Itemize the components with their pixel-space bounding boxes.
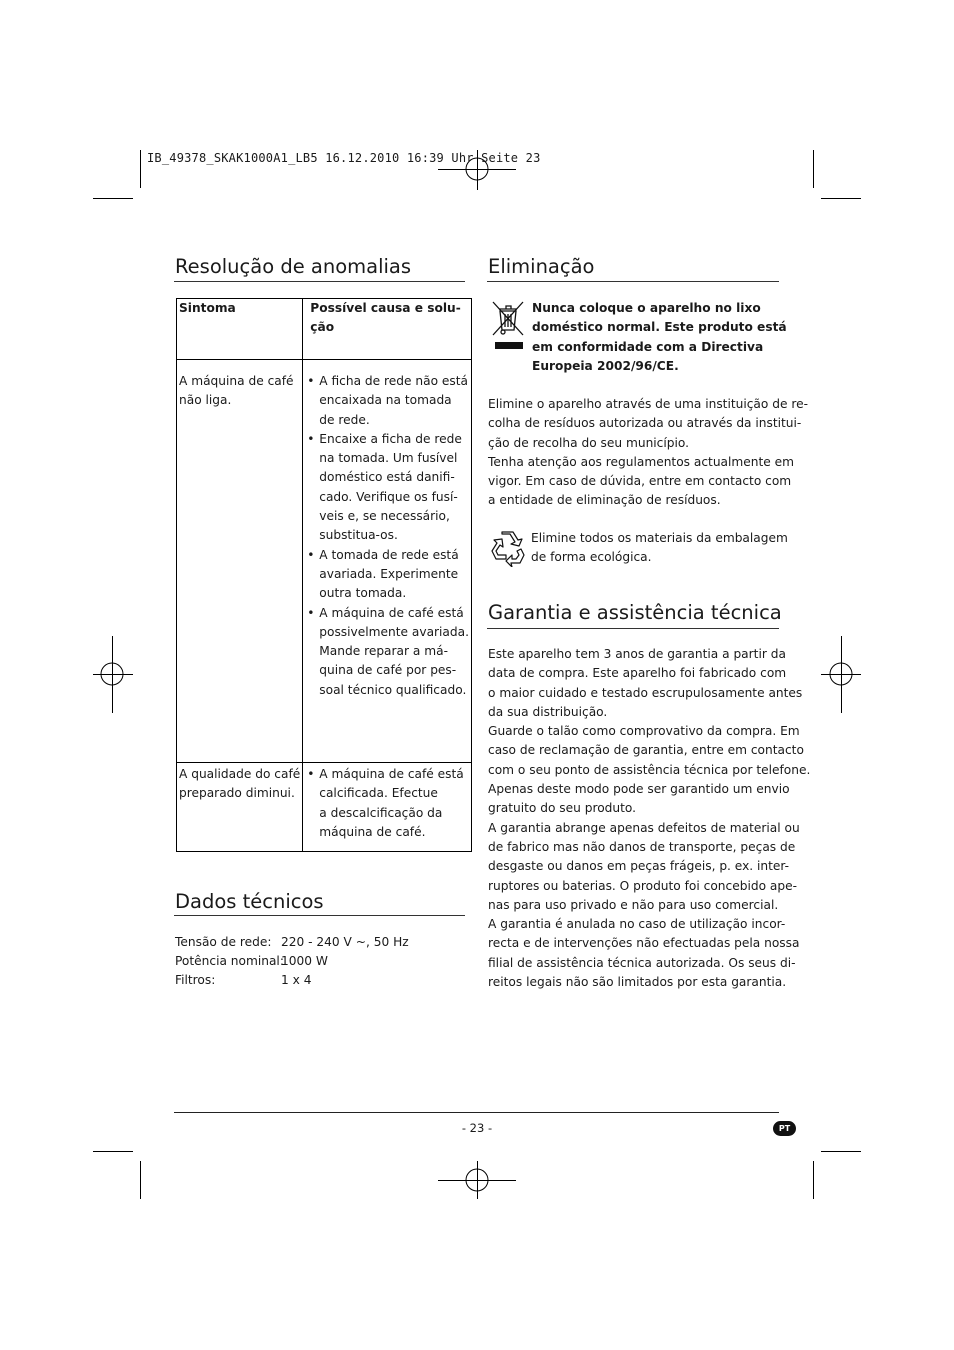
warranty-body: Este aparelho tem 3 anos de garantia a partir da data de compra. Este aparelho foi fabricado com o maior cuidado e testado escrupulosamente antes da sua distribuição. Guarde o talão como comprovativo da compra. Em caso de reclamação de garantia, entre em contacto com o seu ponto de assistência técnica por telefone. Apenas deste modo pode ser garantido um envio gratuito do seu produto. A garantia abrange apenas defeitos de material ou de fabrico mas não danos de transporte, peças de desgaste ou danos em peças frágeis, p. ex. inter- ruptores ou baterias. O produto foi concebido ape- nas para uso privado e não para uso comercial. A garantia é anulada no caso de utilização incor- recta e de intervenções não efectuadas pela nossa filial de assistência técnica autorizada. Os seus di- reitos legais não são limitados por esta garantia. xyxy=(488,647,811,990)
recycle-text: Elimine todos os materiais da embalagem de forma ecológica. xyxy=(531,531,788,565)
spec-row: Potência nominal:1000 W xyxy=(175,954,328,968)
page-number: - 23 - xyxy=(461,1121,493,1135)
symptom-cell: A qualidade do café preparado diminui. xyxy=(177,763,303,852)
list-item: • A ficha de rede não está encaixada na tomada de rede. xyxy=(305,372,469,430)
list-item: • A tomada de rede está avariada. Experimente outra tomada. xyxy=(305,546,469,604)
cause-cell xyxy=(303,763,472,852)
cause-cell xyxy=(303,360,472,763)
table-row xyxy=(177,763,472,852)
title-rule xyxy=(174,915,465,916)
crossed-out-wheelie-bin-icon xyxy=(490,299,526,353)
cause-header: Possível causa e solu- ção xyxy=(303,299,472,360)
tech-data-title: Dados técnicos xyxy=(175,890,324,913)
title-rule xyxy=(487,628,779,629)
list-item: • A máquina de café está calcificada. Efectue a descalcificação da máquina de café. xyxy=(305,765,469,842)
table-header-row xyxy=(177,299,472,360)
title-rule xyxy=(487,281,779,282)
disposal-title: Eliminação xyxy=(488,255,595,278)
symptom-header: Sintoma xyxy=(177,299,303,360)
troubleshooting-table xyxy=(176,298,472,852)
warranty-title: Garantia e assistência técnica xyxy=(488,601,782,624)
table-row xyxy=(177,360,472,763)
footer-rule xyxy=(174,1112,779,1113)
list-item: • Encaixe a ficha de rede na tomada. Um fusível doméstico está danifi- cado. Verifique os fusí- veis e, se necessário, substitua-os. xyxy=(305,430,469,546)
symptom-cell: A máquina de café não liga. xyxy=(177,360,303,763)
disposal-warning: Nunca coloque o aparelho no lixo doméstico normal. Este produto está em conformidade com a Directiva Europeia 2002/96/CE. xyxy=(532,301,787,373)
spec-row: Filtros: 1 x 4 xyxy=(175,973,312,987)
recycle-icon xyxy=(489,529,527,567)
list-item: • A máquina de café está possivelmente avariada. Mande reparar a má- quina de café por pes- soal técnico qualificado. xyxy=(305,604,469,700)
print-header: IB_49378_SKAK1000A1_LB5 16.12.2010 16:39 Uhr Seite 23 xyxy=(147,151,541,165)
troubleshooting-title: Resolução de anomalias xyxy=(175,255,412,278)
title-rule xyxy=(174,281,465,282)
disposal-body: Elimine o aparelho através de uma instituição de re- colha de resíduos autorizada ou através da institui- ção de recolha do seu município. Tenha atenção aos regulamentos actualmente em vigor. Em caso de dúvida, entre em contacto com a entidade de eliminação de resíduos. xyxy=(488,397,808,508)
language-badge: PT xyxy=(773,1121,796,1136)
spec-row: Tensão de rede: 220 - 240 V ~, 50 Hz xyxy=(175,935,409,949)
